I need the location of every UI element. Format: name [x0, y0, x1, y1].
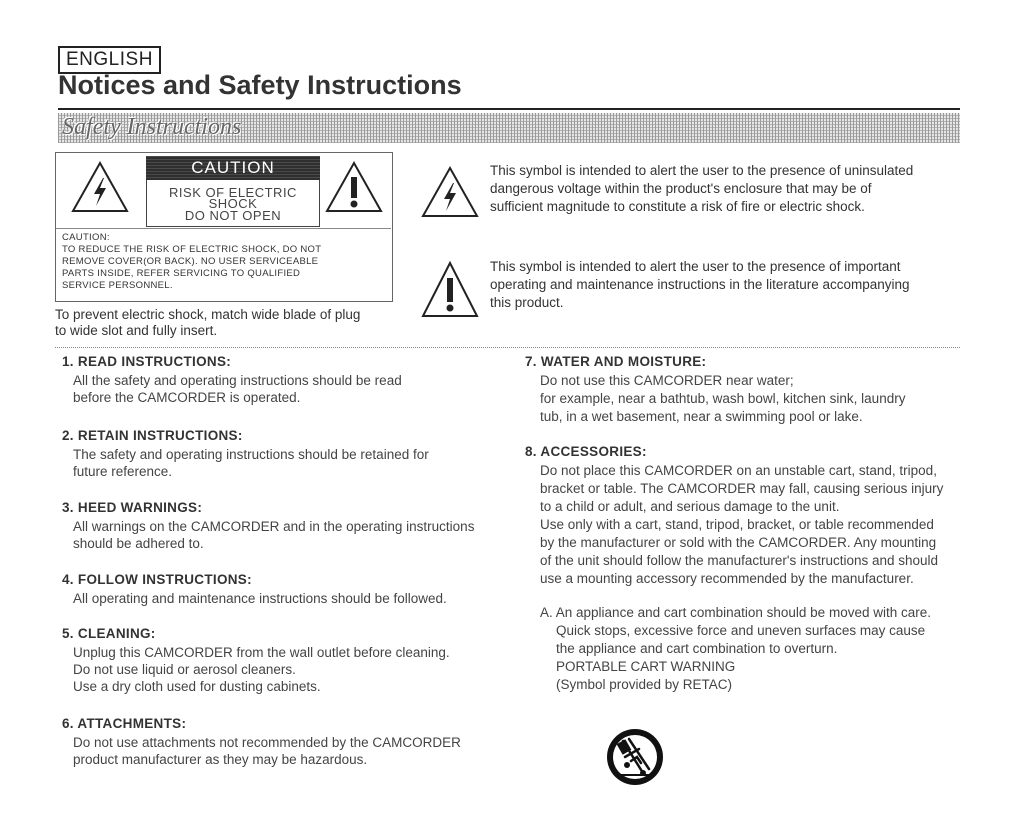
instruction-line: Use only with a cart, stand, tripod, bracket, or table recommended	[540, 517, 934, 532]
caution-line: DO NOT OPEN	[184, 208, 282, 223]
instruction-line: use a mounting accessory recommended by the manufacturer.	[540, 571, 914, 586]
lightning-triangle-icon	[70, 160, 130, 214]
instruction-line: All warnings on the CAMCORDER and in the operating instructions	[73, 519, 475, 534]
symbol-note-line: sufficient magnitude to constitute a risk of fire or electric shock.	[490, 199, 865, 214]
instruction-line: Unplug this CAMCORDER from the wall outlet before cleaning.	[73, 645, 450, 660]
symbol-note-line: This symbol is intended to alert the user to the presence of uninsulated	[490, 163, 914, 178]
instruction-line: before the CAMCORDER is operated.	[73, 390, 301, 405]
plug-note-line: To prevent electric shock, match wide blade of plug	[55, 307, 361, 322]
instruction-line: Do not place this CAMCORDER on an unstable cart, stand, tripod,	[540, 463, 937, 478]
instruction-line: bracket or table. The CAMCORDER may fall, causing serious injury	[540, 481, 944, 496]
instruction-heading: 8. ACCESSORIES:	[525, 444, 647, 459]
tip-over-cart-warning-icon	[605, 727, 665, 787]
symbol-note-line: this product.	[490, 295, 564, 310]
section-divider	[55, 347, 960, 348]
caution-small-line: SERVICE PERSONNEL.	[62, 280, 173, 291]
exclamation-triangle-icon	[420, 260, 480, 320]
instruction-heading: 2. RETAIN INSTRUCTIONS:	[62, 428, 243, 443]
instruction-line: by the manufacturer or sold with the CAMCORDER. Any mounting	[540, 535, 937, 550]
instruction-heading: 6. ATTACHMENTS:	[62, 716, 187, 731]
instruction-line: product manufacturer as they may be hazardous.	[73, 752, 368, 767]
instruction-line: The safety and operating instructions should be retained for	[73, 447, 429, 462]
caution-line: SHOCK	[208, 196, 258, 211]
instruction-heading: 7. WATER AND MOISTURE:	[525, 354, 707, 369]
caution-divider	[56, 228, 391, 229]
instruction-line: All the safety and operating instructions should be read	[73, 373, 402, 388]
caution-title: CAUTION	[146, 156, 320, 180]
instruction-line: Do not use attachments not recommended by the CAMCORDER	[73, 735, 461, 750]
cart-note-line: A. An appliance and cart combination should be moved with care.	[540, 605, 931, 620]
caution-small-line: PARTS INSIDE, REFER SERVICING TO QUALIFIED	[62, 268, 301, 279]
symbol-note-line: This symbol is intended to alert the user to the presence of important	[490, 259, 901, 274]
cart-note-line: Quick stops, excessive force and uneven surfaces may cause	[556, 623, 926, 638]
instruction-heading: 3. HEED WARNINGS:	[62, 500, 203, 515]
cart-note-line: the appliance and cart combination to overturn.	[556, 641, 838, 656]
instruction-line: for example, near a bathtub, wash bowl, kitchen sink, laundry	[540, 391, 906, 406]
instruction-line: tub, in a wet basement, near a swimming pool or lake.	[540, 409, 863, 424]
section-title: Safety Instructions	[62, 114, 242, 140]
title-divider	[58, 108, 960, 110]
instruction-heading: 1. READ INSTRUCTIONS:	[62, 354, 232, 369]
lightning-triangle-icon	[420, 165, 480, 219]
instruction-line: should be adhered to.	[73, 536, 204, 551]
instruction-heading: 5. CLEANING:	[62, 626, 156, 641]
caution-small-title: CAUTION:	[62, 232, 110, 243]
caution-line: RISK OF ELECTRIC	[169, 185, 297, 200]
caution-small-line: REMOVE COVER(OR BACK). NO USER SERVICEABLE	[62, 256, 319, 267]
instruction-line: Do not use this CAMCORDER near water;	[540, 373, 794, 388]
symbol-note-line: operating and maintenance instructions in the literature accompanying	[490, 277, 910, 292]
instruction-line: All operating and maintenance instructions should be followed.	[73, 591, 447, 606]
instruction-line: Use a dry cloth used for dusting cabinets.	[73, 679, 321, 694]
cart-note-line: (Symbol provided by RETAC)	[556, 677, 733, 692]
instruction-line: Do not use liquid or aerosol cleaners.	[73, 662, 296, 677]
language-label: ENGLISH	[58, 46, 161, 74]
instruction-heading: 4. FOLLOW INSTRUCTIONS:	[62, 572, 252, 587]
instruction-line: to a child or adult, and serious damage to the unit.	[540, 499, 840, 514]
caution-small-line: TO REDUCE THE RISK OF ELECTRIC SHOCK, DO NOT	[62, 244, 322, 255]
instruction-line: of the unit should follow the manufacturer's instructions and should	[540, 553, 939, 568]
exclamation-triangle-icon	[324, 160, 384, 214]
page-title: Notices and Safety Instructions	[58, 70, 462, 100]
cart-note-line: PORTABLE CART WARNING	[556, 659, 736, 674]
instruction-line: future reference.	[73, 464, 173, 479]
plug-note-line: to wide slot and fully insert.	[55, 323, 218, 338]
symbol-note-line: dangerous voltage within the product's enclosure that may be of	[490, 181, 872, 196]
